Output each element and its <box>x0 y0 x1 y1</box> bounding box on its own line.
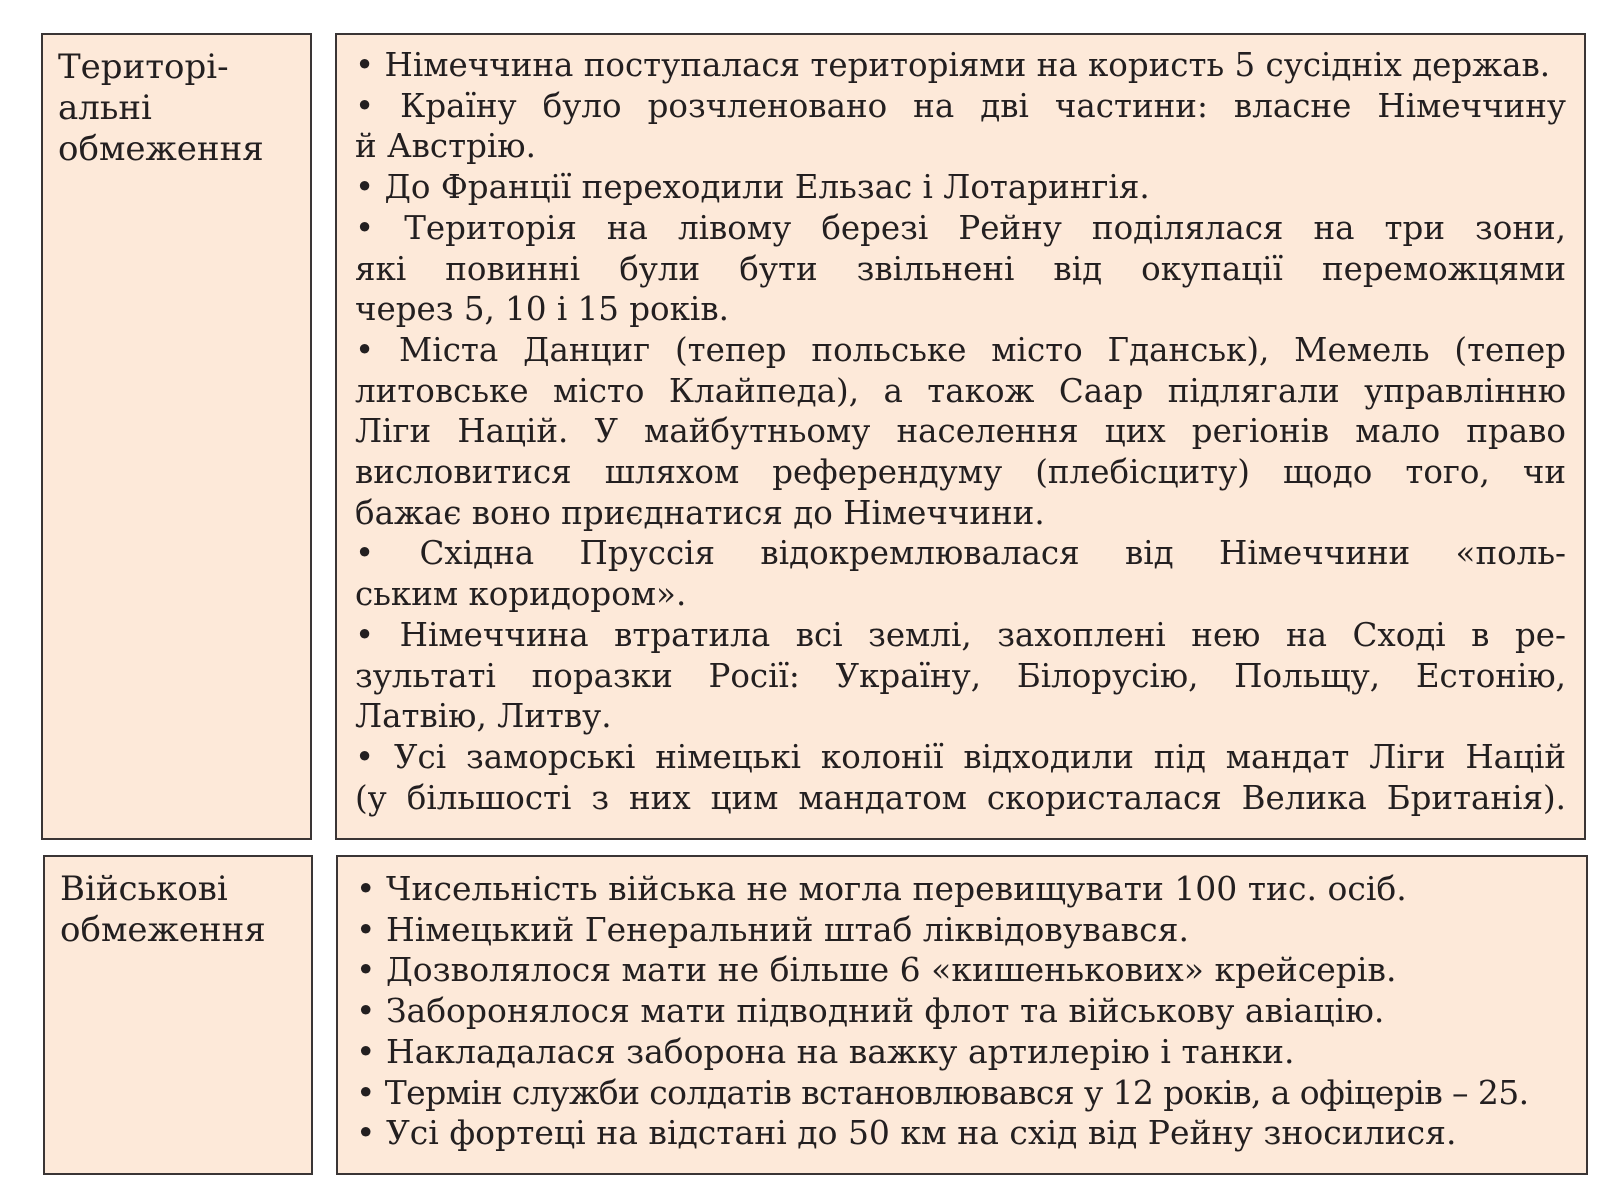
military-restrictions-label <box>43 855 313 1175</box>
label-line: альні <box>58 88 152 128</box>
text-line: • Німецький Генеральний штаб ліквідовувався. <box>356 909 1189 949</box>
text-line: висловитися шляхом референдуму (плебісциту) щодо того, чи <box>355 453 1566 492</box>
text-line: Ліги Націй. У майбутньому населення цих регіонів мало право <box>355 412 1566 451</box>
text-line: (у більшості з них цим мандатом скористалася Велика Британія). <box>355 778 1566 817</box>
label-line: Територі- <box>58 47 229 87</box>
text-line: • Усі заморські німецькі колонії відходили під мандат Ліги Націй <box>355 737 1566 776</box>
text-line: • Заборонялося мати підводний флот та військову авіацію. <box>356 991 1385 1031</box>
text-line: • Територія на лівому березі Рейну поділялася на три зони, <box>355 208 1566 247</box>
text-line: • Східна Пруссія відокремлювалася від Німеччини «поль- <box>355 534 1566 573</box>
text-line: бажає воно приєднатися до Німеччини. <box>355 493 1045 532</box>
text-line: які повинні були бути звільнені від окупації переможцями <box>355 249 1566 288</box>
text-line: • Усі фортеці на відстані до 50 км на схід від Рейну зносилися. <box>356 1113 1457 1153</box>
territorial-restrictions-content <box>335 33 1586 840</box>
text-line: Латвію, Литву. <box>355 697 612 736</box>
text-line: ським коридором». <box>355 575 687 614</box>
text-line: • Термін служби солдатів встановлювався у 12 років, а офіцерів – 25. <box>356 1072 1529 1112</box>
label-line: Військові <box>60 869 228 909</box>
text-line: • Чисельність війська не могла перевищувати 100 тис. осіб. <box>356 869 1407 908</box>
text-line: через 5, 10 і 15 років. <box>355 290 729 329</box>
text-line: • До Франції переходили Ельзас і Лотарингія. <box>355 168 1150 207</box>
text-line: • Дозволялося мати не більше 6 «кишенькових» крейсерів. <box>356 950 1397 990</box>
text-line: й Австрію. <box>355 127 536 166</box>
military-restrictions-content <box>336 855 1588 1175</box>
text-line: • Німеччина поступалася територіями на користь 5 сусідніх держав. <box>355 46 1551 84</box>
text-line: • Міста Данциг (тепер польське місто Гданськ), Мемель (тепер <box>355 330 1566 369</box>
label-line: обмеження <box>60 910 266 950</box>
text-line: зультаті поразки Росії: Україну, Білорусію, Польщу, Естонію, <box>355 656 1566 695</box>
text-line: • Країну було розчленовано на дві частини: власне Німеччину <box>355 86 1566 125</box>
text-line: • Німеччина втратила всі землі, захоплені нею на Сході в ре- <box>355 615 1566 654</box>
label-line: обмеження <box>58 129 264 169</box>
text-line: литовське місто Клайпеда), а також Саар підлягали управлінню <box>355 371 1566 410</box>
text-line: • Накладалася заборона на важку артилерію і танки. <box>356 1031 1295 1071</box>
territorial-restrictions-label <box>41 33 312 840</box>
